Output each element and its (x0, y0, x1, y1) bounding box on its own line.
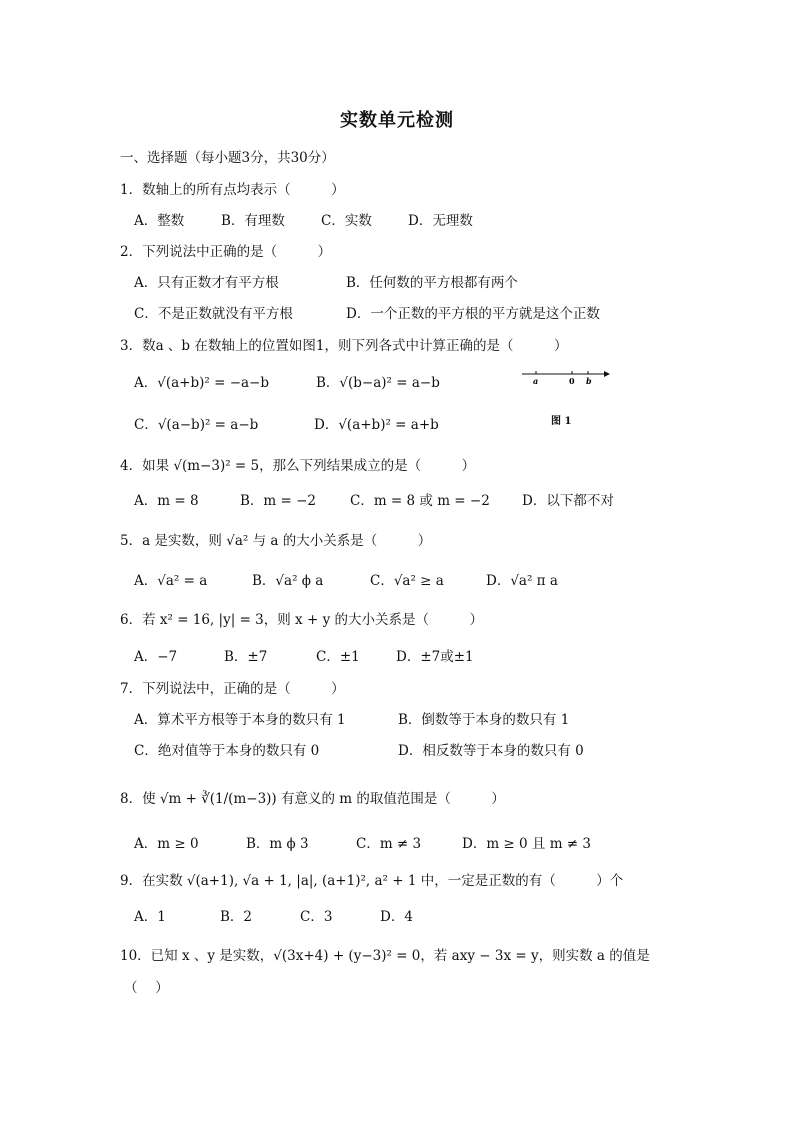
q4-option-a: A．m = 8 (134, 493, 199, 509)
q4-option-c: C．m = 8 或 m = −2 (350, 493, 490, 509)
q3-option-c: C．√(a−b)² = a−b (134, 417, 259, 433)
q10-stem: 10．已知 x 、y 是实数，√(3x+4) + (y−3)² = 0，若 axy − 3x = y，则实数 a 的值是 (120, 948, 650, 964)
q4-option-b: B．m = −2 (240, 493, 317, 509)
q7-option-a: A．算术平方根等于本身的数只有 1 (134, 712, 346, 728)
q8-option-c: C．m ≠ 3 (356, 836, 422, 852)
q9-option-d: D．4 (380, 909, 413, 925)
q3-option-a: A．√(a+b)² = −a−b (134, 375, 270, 391)
q2-stem: 2．下列说法中正确的是（ ） (120, 244, 332, 260)
q8-option-a: A．m ≥ 0 (134, 836, 199, 852)
q6-option-a: A．−7 (134, 649, 178, 665)
number-line-arrow (604, 371, 610, 377)
q7-option-c: C．绝对值等于本身的数只有 0 (134, 743, 320, 759)
q1-option-b: B．有理数 (221, 213, 285, 229)
q5-stem: 5．a 是实数，则 √a² 与 a 的大小关系是（ ） (120, 533, 432, 549)
q6-stem: 6．若 x² = 16, |y| = 3，则 x + y 的大小关系是（ ） (120, 612, 483, 628)
q8-stem: 8．使 √m + ∛(1/(m−3)) 有意义的 m 的取值范围是（ ） (120, 791, 505, 807)
q1-option-c: C．实数 (321, 213, 372, 229)
q3-stem: 3．数a 、b 在数轴上的位置如图1，则下列各式中计算正确的是（ ） (120, 338, 568, 354)
q5-option-d: D．√a² π a (486, 573, 558, 589)
q9-stem: 9．在实数 √(a+1), √a + 1, |a|, (a+1)², a² + 1 中，一定是正数的有（ ）个 (120, 873, 624, 889)
figure-caption: 图 1 (551, 416, 572, 427)
q10-answer-paren: （ ） (124, 980, 169, 996)
q4-option-d: D．以下都不对 (522, 493, 614, 509)
q2-option-b: B．任何数的平方根都有两个 (346, 275, 518, 291)
q6-option-d: D．±7或±1 (396, 649, 474, 665)
label-0: 0 (569, 376, 575, 386)
section-heading: 一、选择题（每小题3分，共30分） (120, 150, 335, 166)
q7-option-b: B．倒数等于本身的数只有 1 (398, 712, 570, 728)
q1-stem: 1．数轴上的所有点均表示（ ） (120, 182, 345, 198)
q2-option-c: C．不是正数就没有平方根 (134, 306, 293, 322)
q3-option-d: D．√(a+b)² = a+b (314, 417, 439, 433)
q4-stem: 4．如果 √(m−3)² = 5，那么下列结果成立的是（ ） (120, 458, 476, 474)
q7-option-d: D．相反数等于本身的数只有 0 (398, 743, 584, 759)
q2-option-a: A．只有正数才有平方根 (134, 275, 279, 291)
q8-option-d: D．m ≥ 0 且 m ≠ 3 (462, 836, 591, 852)
q5-option-b: B．√a² ϕ a (252, 573, 324, 589)
q6-option-c: C．±1 (316, 649, 360, 665)
q8-option-b: B．m ϕ 3 (246, 836, 309, 852)
q6-option-b: B．±7 (224, 649, 268, 665)
label-b: b (586, 376, 592, 386)
q3-option-b: B．√(b−a)² = a−b (316, 375, 440, 391)
page-title: 实数单元检测 (340, 110, 454, 131)
q1-option-d: D．无理数 (408, 213, 473, 229)
q5-option-a: A．√a² = a (134, 573, 208, 589)
q2-option-d: D．一个正数的平方根的平方就是这个正数 (346, 306, 600, 322)
number-line-figure (520, 366, 612, 386)
q9-option-c: C．3 (300, 909, 333, 925)
label-a: a (533, 376, 539, 386)
q9-option-b: B．2 (220, 909, 253, 925)
q1-option-a: A．整数 (134, 213, 185, 229)
q7-stem: 7．下列说法中，正确的是（ ） (120, 681, 345, 697)
q9-option-a: A．1 (134, 909, 166, 925)
q5-option-c: C．√a² ≥ a (370, 573, 444, 589)
